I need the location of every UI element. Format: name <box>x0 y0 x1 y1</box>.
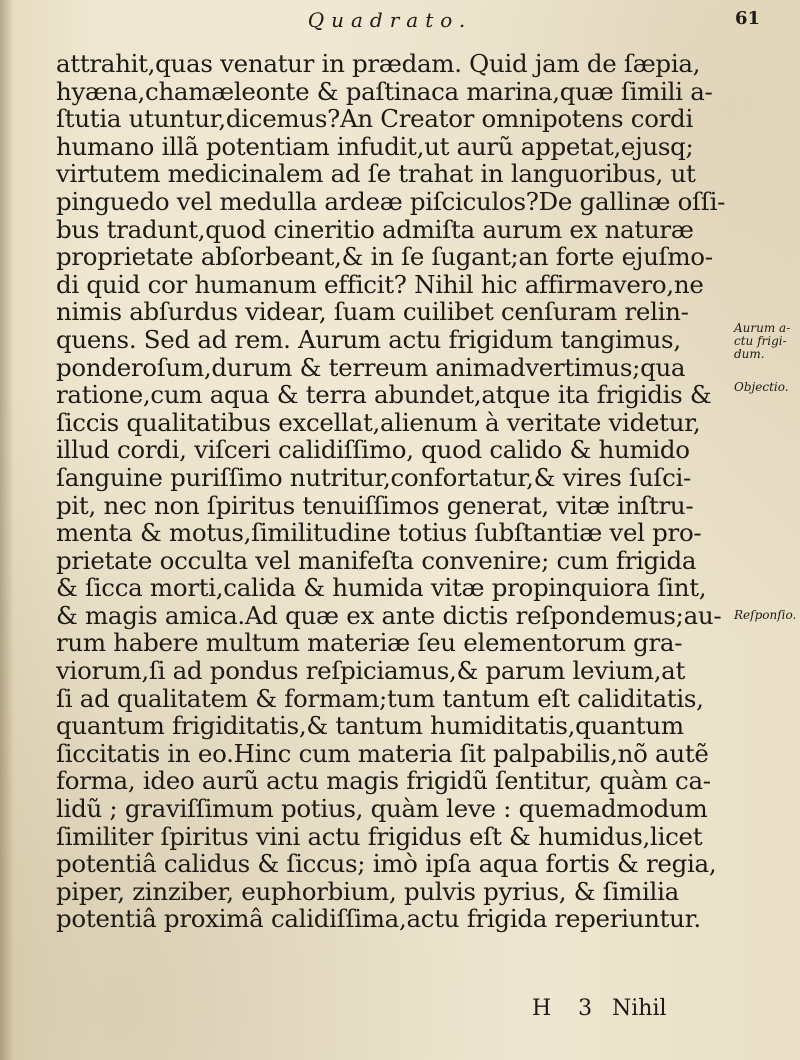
text-line: proprietate abſorbeant,& in ſe ſugant;an forte ejuſmo- <box>56 242 713 272</box>
text-line: potentiâ calidus & ſiccus; imò ipſa aqua fortis & regia, <box>56 849 717 879</box>
body-text <box>56 50 726 933</box>
text-line: piper, zinziber, euphorbium, pulvis pyrius, & ſimilia <box>56 876 679 906</box>
text-line: ſimiliter ſpiritus vini actu frigidus eſt & humidus,licet <box>56 821 703 851</box>
text-line: pinguedo vel medulla ardeæ piſciculos?De gallinæ oſſi- <box>56 186 726 216</box>
text-line: hyæna,chamæleonte & paſtinaca marina,quæ ſimili a- <box>56 76 713 106</box>
text-line: menta & motus,ſimilitudine totius ſubſtantiæ vel pro- <box>56 518 702 548</box>
running-head: Quadrato. <box>307 8 473 32</box>
text-line: viorum,ſi ad pondus reſpiciamus,& parum levium,at <box>56 656 686 686</box>
margin-note-line: Objectio. <box>734 380 789 394</box>
text-line: illud cordi, viſceri calidiſſimo, quod calido & humido <box>56 435 690 465</box>
text-line: ſanguine puriſſimo nutritur,confortatur,& vires ſuſci- <box>56 462 692 492</box>
text-line: di quid cor humanum efficit? Nihil hic affirmavero,ne <box>56 269 704 299</box>
text-line: humano illã potentiam infudit,ut aurũ appetat,ejusq; <box>56 131 694 161</box>
text-line: bus tradunt,quod cineritio admiſta aurum ex naturæ <box>56 214 694 244</box>
page-number: 61 <box>735 8 761 29</box>
margin-note-aurum <box>734 322 800 361</box>
text-line: ſiccitatis in eo.Hinc cum materia ſit palpabilis,nõ autẽ <box>56 738 709 768</box>
gutter-shadow <box>0 0 14 1060</box>
margin-note-line: Aurum a- <box>734 321 791 335</box>
text-line: ſi ad qualitatem & formam;tum tantum eſt caliditatis, <box>56 683 704 713</box>
text-line: quantum frigiditatis,& tantum humiditatis,quantum <box>56 711 684 741</box>
text-line: lidũ ; graviſſimum potius, quàm leve : quemadmodum <box>56 794 708 824</box>
text-line: ſtutia utuntur,dicemus?An Creator omnipotens cordi <box>56 104 693 134</box>
text-line: forma, ideo aurũ actu magis frigidũ ſentitur, quàm ca- <box>56 766 711 796</box>
text-line: nimis abſurdus videar, ſuam cuilibet cenſuram relin- <box>56 297 689 327</box>
catchword: Nihil <box>612 996 667 1021</box>
margin-note-line: dum. <box>734 347 765 361</box>
margin-note-objectio <box>734 381 800 394</box>
text-line: ſiccis qualitatibus excellat,alienum à veritate videtur, <box>56 407 701 437</box>
margin-note-line: ctu frigi- <box>734 334 787 348</box>
margin-note-responsio <box>734 609 800 622</box>
text-line: & ſicca morti,calida & humida vitæ propinquiora ſint, <box>56 573 707 603</box>
text-line: attrahit,quas venatur in prædam. Quid jam de ſæpia, <box>56 49 701 78</box>
text-line: rum habere multum materiæ ſeu elementorum gra- <box>56 628 683 658</box>
text-line: ratione,cum aqua & terra abundet,atque ita frigidis & <box>56 380 712 410</box>
text-line: quens. Sed ad rem. Aurum actu frigidum tangimus, <box>56 324 681 354</box>
signature-mark: H 3 <box>532 996 603 1021</box>
margin-note-line: Reſponſio. <box>734 608 797 622</box>
text-line: prietate occulta vel manifeſta convenire; cum frigida <box>56 545 697 575</box>
text-line: virtutem medicinalem ad ſe trahat in languoribus, ut <box>56 159 696 189</box>
text-line: ponderoſum,durum & terreum animadvertimus;qua <box>56 352 686 382</box>
text-line: potentiâ proximâ calidiſſima,actu frigida reperiuntur. <box>56 904 701 934</box>
text-line: & magis amica.Ad quæ ex ante dictis reſpondemus;au- <box>56 600 722 630</box>
text-line: pit, nec non ſpiritus tenuiſſimos generat, vitæ inſtru- <box>56 490 694 520</box>
